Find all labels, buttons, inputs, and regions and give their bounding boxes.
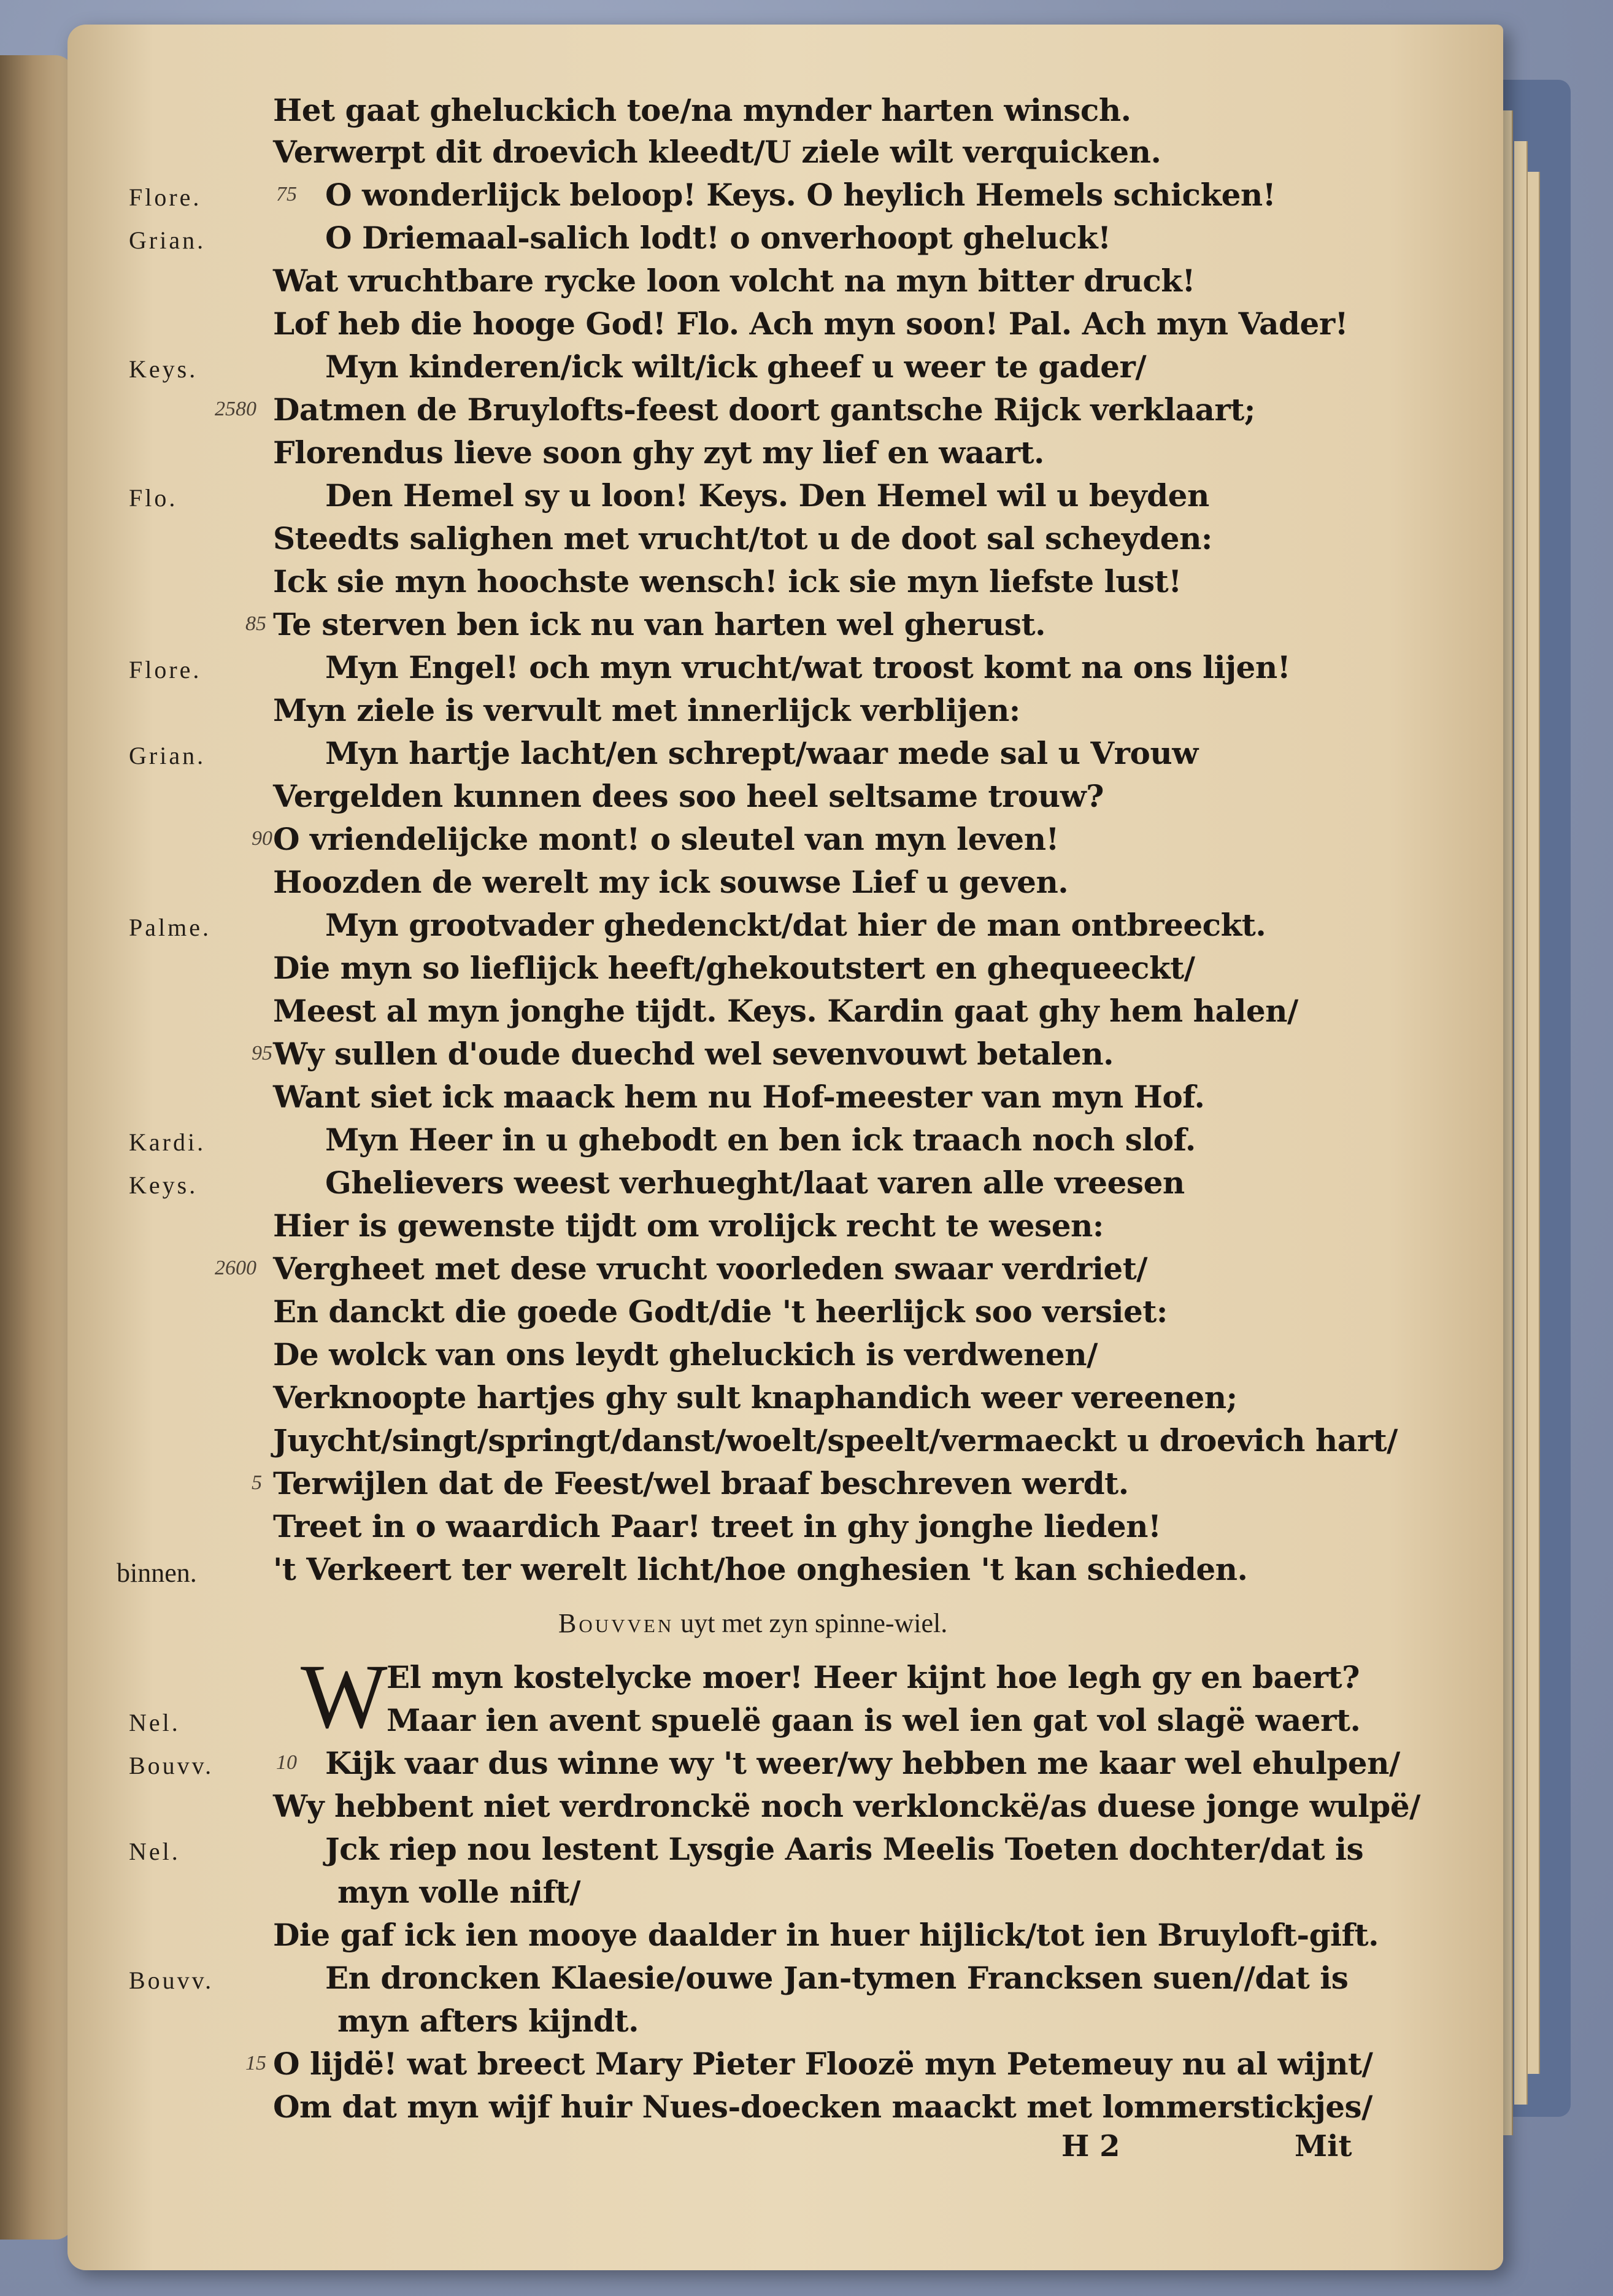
line-number: 85: [245, 612, 266, 635]
verse-line: Meest al myn jonghe tijdt. Keys. Kardin gaat ghy hem halen/: [273, 993, 1298, 1029]
line-number: 75: [276, 183, 297, 206]
book-page: [67, 25, 1503, 2270]
dialect-line: El myn kostelycke moer! Heer kijnt hoe legh gy en baert?: [387, 1659, 1360, 1695]
verse-line: Florendus lieve soon ghy zyt my lief en waart.: [273, 434, 1044, 471]
verse-line: Juycht/singt/springt/danst/woelt/speelt/vermaeckt u droevich hart/: [273, 1422, 1398, 1458]
speaker-label: Bouvv.: [129, 1752, 214, 1779]
verse-line: En danckt die goede Godt/die 't heerlijck soo versiet:: [273, 1293, 1168, 1330]
verse-line: Myn ziele is vervult met innerlijck verblijen:: [273, 692, 1020, 728]
page-stack-3: [1528, 172, 1540, 2074]
speaker-label: Flore.: [129, 183, 202, 211]
verse-line: Vergheet met dese vrucht voorleden swaar verdriet/: [273, 1250, 1148, 1287]
verse-line: Hier is gewenste tijdt om vrolijck recht te wesen:: [273, 1208, 1104, 1244]
speaker-label: Grian.: [129, 742, 206, 769]
verse-line: De wolck van ons leydt gheluckich is verdwenen/: [273, 1336, 1098, 1373]
dialect-line: O lijdë! wat breect Mary Pieter Floozë myn Petemeuy nu al wijnt/: [273, 2046, 1373, 2082]
verse-line: O vriendelijcke mont! o sleutel van myn leven!: [273, 821, 1060, 857]
verse-line: Myn Heer in u ghebodt en ben ick traach noch slof.: [325, 1122, 1196, 1158]
speaker-label: Bouvv.: [129, 1967, 214, 1994]
verse-line: Want siet ick maack hem nu Hof-meester van myn Hof.: [273, 1079, 1205, 1115]
stage-direction-name: Bouvven: [558, 1608, 674, 1638]
speaker-label: Keys.: [129, 355, 198, 383]
dialect-line: En droncken Klaesie/ouwe Jan-tymen Francksen suen//dat is: [325, 1960, 1349, 1996]
speaker-label: Palme.: [129, 914, 211, 941]
verse-line: Datmen de Bruylofts-feest doort gantsche Rijck verklaart;: [273, 391, 1255, 428]
dialect-line: Maar ien avent spuelë gaan is wel ien gat vol slagë waert.: [387, 1702, 1361, 1738]
line-number: 15: [245, 2052, 266, 2074]
stage-direction: [558, 1608, 947, 1639]
verse-line: Die myn so lieflijck heeft/ghekoutstert en ghequeeckt/: [273, 950, 1195, 986]
verse-line: O Driemaal-salich lodt! o onverhoopt gheluck!: [325, 220, 1111, 256]
dialect-line: Wy hebbent niet verdronckë noch verklonckë/as duese jonge wulpë/: [273, 1788, 1420, 1824]
verse-line: Steedts salighen met vrucht/tot u de doot sal scheyden:: [273, 520, 1212, 557]
verse-line: Ick sie myn hoochste wensch! ick sie myn liefste lust!: [273, 563, 1182, 599]
verse-line: Wy sullen d'oude duechd wel sevenvouwt betalen.: [273, 1036, 1114, 1072]
verse-line: Verwerpt dit droevich kleedt/U ziele wilt verquicken.: [273, 134, 1161, 170]
stage-direction-text: uyt met zyn spinne-wiel.: [680, 1608, 948, 1638]
speaker-label: Nel.: [129, 1838, 180, 1865]
line-number: 2580: [215, 398, 256, 420]
line-number: 2600: [215, 1257, 256, 1279]
verse-line: Myn Engel! och myn vrucht/wat troost komt na ons lijen!: [325, 649, 1291, 685]
verse-line: Hoozden de werelt my ick souwse Lief u geven.: [273, 864, 1069, 900]
line-number: 90: [252, 827, 272, 850]
dialect-line: Die gaf ick ien mooye daalder in huer hijlick/tot ien Bruyloft-gift.: [273, 1917, 1379, 1953]
speaker-label: Nel.: [129, 1709, 180, 1736]
exit-note: binnen.: [117, 1558, 197, 1588]
page-stack-2: [1514, 141, 1528, 2105]
verse-line: Treet in o waardich Paar! treet in ghy jonghe lieden!: [273, 1508, 1161, 1544]
dialect-line: myn volle nift/: [337, 1874, 581, 1910]
catchword: Mit: [1295, 2129, 1352, 2163]
verse-line: Vergelden kunnen dees soo heel seltsame trouw?: [273, 778, 1104, 814]
verse-line: Myn kinderen/ick wilt/ick gheef u weer te gader/: [325, 349, 1147, 385]
line-number: 5: [252, 1471, 262, 1494]
verse-line: Het gaat gheluckich toe/na mynder harten winsch.: [273, 92, 1131, 128]
speaker-label: Keys.: [129, 1171, 198, 1199]
verse-line: Verknoopte hartjes ghy sult knaphandich weer vereenen;: [273, 1379, 1238, 1416]
dialect-line: Jck riep nou lestent Lysgie Aaris Meelis Toeten dochter/dat is: [325, 1831, 1364, 1867]
verse-line: Te sterven ben ick nu van harten wel gherust.: [273, 606, 1046, 642]
verse-line: Myn grootvader ghedenckt/dat hier de man ontbreeckt.: [325, 907, 1266, 943]
speaker-label: Flo.: [129, 484, 178, 512]
verse-line: O wonderlijck beloop! Keys. O heylich Hemels schicken!: [325, 177, 1276, 213]
speaker-label: Flore.: [129, 656, 202, 684]
drop-capital: W: [301, 1646, 388, 1747]
dialect-line: Kijk vaar dus winne wy 't weer/wy hebben me kaar wel ehulpen/: [325, 1745, 1400, 1781]
verse-line: Wat vruchtbare rycke loon volcht na myn bitter druck!: [273, 263, 1195, 299]
verse-line: 't Verkeert ter werelt licht/hoe onghesien 't kan schieden.: [273, 1551, 1248, 1587]
line-number: 10: [276, 1751, 297, 1774]
verse-line: Den Hemel sy u loon! Keys. Den Hemel wil u beyden: [325, 477, 1209, 514]
verse-line: Myn hartje lacht/en schrept/waar mede sal u Vrouw: [325, 735, 1198, 771]
page-text: [67, 25, 1503, 2270]
facing-page-edge: [0, 55, 74, 2240]
dialect-line: myn afters kijndt.: [337, 2003, 639, 2039]
speaker-label: Kardi.: [129, 1128, 206, 1156]
signature-mark: H 2: [1061, 2129, 1120, 2163]
speaker-label: Grian.: [129, 226, 206, 254]
line-number: 95: [252, 1042, 272, 1065]
verse-line: Terwijlen dat de Feest/wel braaf beschreven werdt.: [273, 1465, 1129, 1501]
verse-line: Lof heb die hooge God! Flo. Ach myn soon! Pal. Ach myn Vader!: [273, 306, 1349, 342]
dialect-line: Om dat myn wijf huir Nues-doecken maackt met lommerstickjes/: [273, 2089, 1372, 2125]
verse-line: Ghelievers weest verhueght/laat varen alle vreesen: [325, 1165, 1185, 1201]
